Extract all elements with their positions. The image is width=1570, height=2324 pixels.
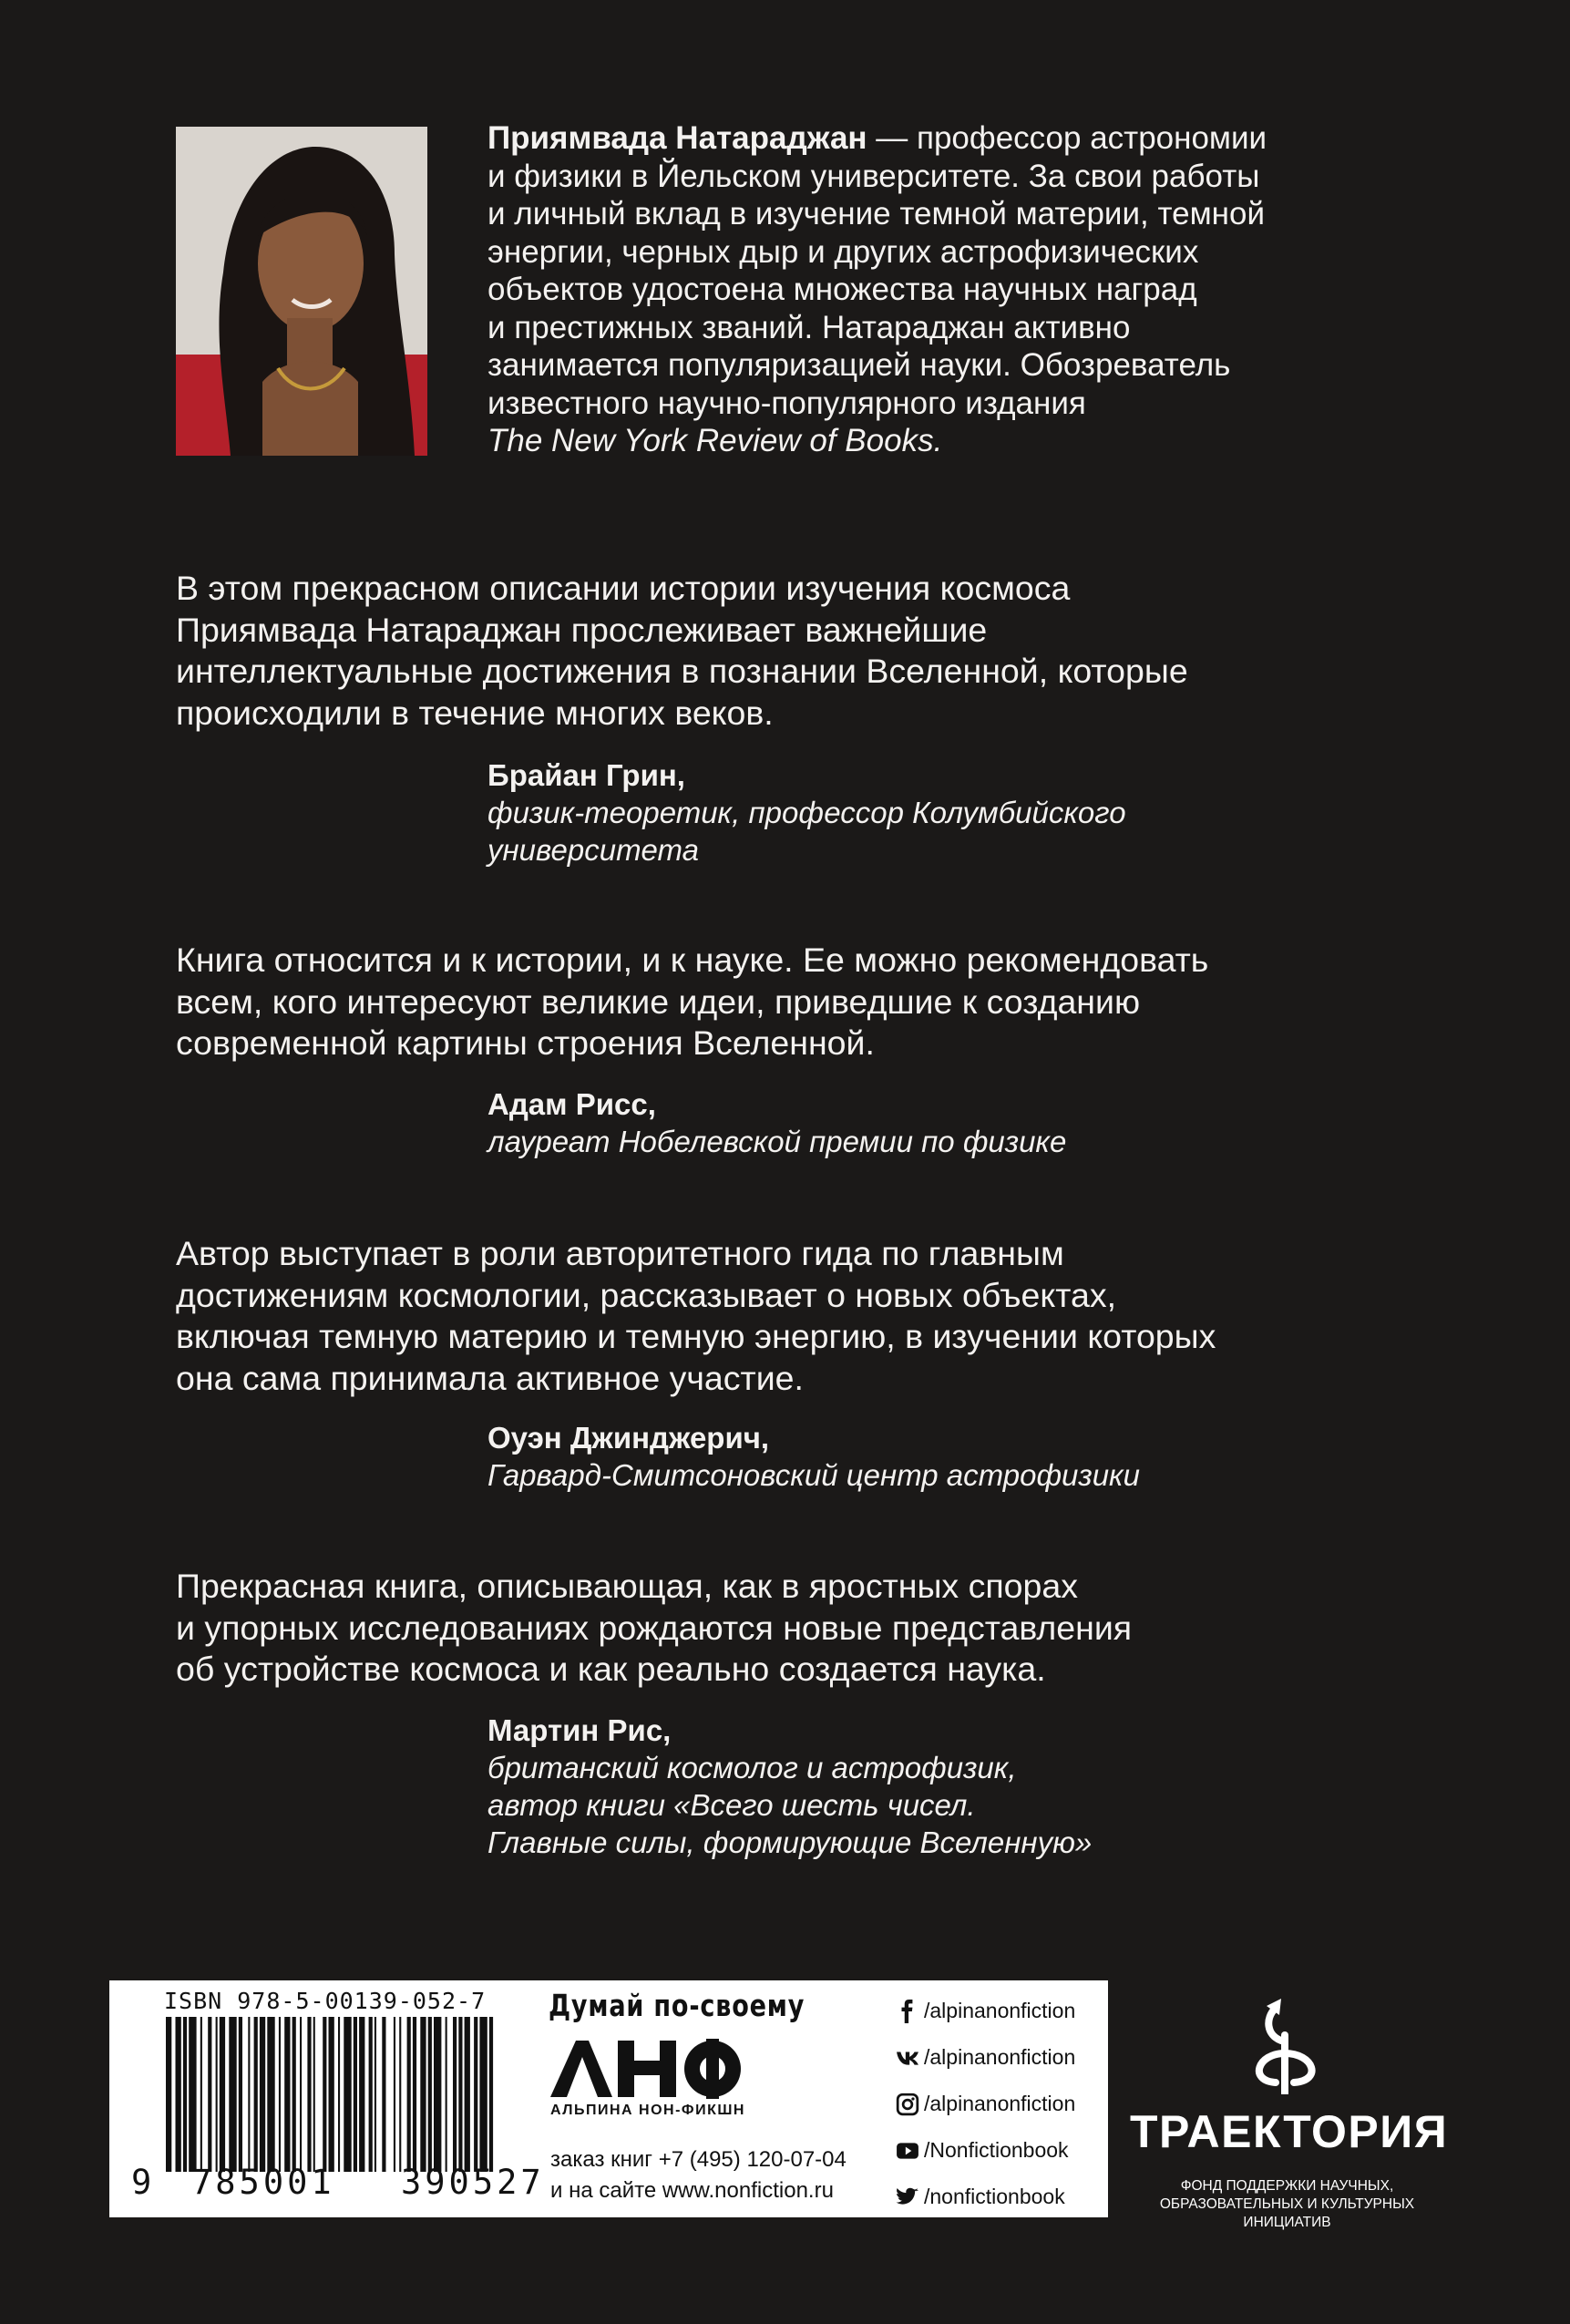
bio-line: и физики в Йельском университете. За свои работы	[487, 158, 1260, 194]
vk-icon	[895, 2045, 920, 2071]
barcode-bar	[329, 2017, 334, 2172]
barcode-bar	[307, 2017, 311, 2172]
author-name: Приямвада Натараджан	[487, 120, 867, 156]
barcode-bar	[254, 2017, 258, 2172]
quote-line: об устройстве космоса и как реально создается наука.	[176, 1650, 1046, 1688]
review-quote	[176, 1233, 1360, 1399]
youtube-icon	[895, 2138, 920, 2164]
barcode-bar	[458, 2017, 462, 2172]
reviewer-name: Адам Рисс,	[487, 1087, 656, 1121]
reviewer-role: университета	[487, 833, 700, 867]
barcode-bar	[344, 2017, 351, 2172]
review-quote	[176, 1566, 1360, 1691]
barcode-bar	[189, 2017, 196, 2172]
review-quote	[176, 568, 1360, 734]
twitter-icon	[895, 2185, 920, 2210]
quote-line: Книга относится и к истории, и к науке. Ее можно рекомендовать	[176, 941, 1209, 979]
barcode-bar	[323, 2017, 326, 2172]
reviewer-name: Брайан Грин,	[487, 758, 685, 792]
reviewer-role: лауреат Нобелевской премии по физике	[487, 1125, 1067, 1158]
barcode-bar	[479, 2017, 487, 2172]
barcode-bar	[354, 2017, 357, 2172]
barcode-bar	[166, 2017, 171, 2172]
bio-line: энергии, черных дыр и других астрофизических	[487, 233, 1199, 270]
barcode-bar	[284, 2017, 290, 2172]
review-quote	[176, 940, 1360, 1064]
isbn-digit-group: 9	[131, 2163, 152, 2202]
quote-line: Приямвада Натараджан прослеживает важнейшие	[176, 610, 988, 649]
barcode-bar	[313, 2017, 315, 2172]
barcode-bar	[229, 2017, 236, 2172]
reviewer-role: британский космолог и астрофизик,	[487, 1751, 1017, 1784]
trajectory-logo-icon	[1239, 1999, 1330, 2094]
order-site: и на сайте www.nonfiction.ru	[550, 2178, 834, 2203]
quote-attribution	[487, 756, 1308, 869]
barcode-bar	[489, 2017, 493, 2172]
quote-line: Автор выступает в роли авторитетного гида по главным	[176, 1234, 1064, 1272]
social-twitter[interactable]	[895, 2174, 1075, 2220]
trajectory-subtitle-line: ФОНД ПОДДЕРЖКИ НАУЧНЫХ,	[1180, 2178, 1394, 2194]
barcode-bar	[183, 2017, 187, 2172]
barcode-bar	[375, 2017, 376, 2172]
barcode-bar	[239, 2017, 242, 2172]
quote-attribution	[487, 1085, 1308, 1160]
order-info	[550, 2144, 847, 2206]
publisher-slogan: Думай по-своему	[549, 1988, 806, 2023]
order-phone: заказ книг +7 (495) 120-07-04	[550, 2147, 847, 2172]
barcode	[164, 2017, 601, 2172]
social-label: /Nonfictionbook	[924, 2138, 1069, 2162]
bio-line: объектов удостоена множества научных наград	[487, 272, 1197, 307]
isbn-digit-group: 390527	[401, 2163, 545, 2202]
trajectory-title: ТРАЕКТОРИЯ	[1130, 2106, 1449, 2157]
quote-line: Прекрасная книга, описывающая, как в яростных спорах	[176, 1567, 1078, 1605]
social-label: /alpinanonfiction	[924, 2045, 1076, 2069]
barcode-bar	[420, 2017, 426, 2172]
isbn-digit-group: 785001	[191, 2163, 335, 2202]
barcode-bar	[382, 2017, 385, 2172]
barcode-bar	[399, 2017, 401, 2172]
barcode-bar	[260, 2017, 265, 2172]
bio-publication: The New York Review of Books.	[487, 423, 943, 458]
barcode-bar	[176, 2017, 181, 2172]
bio-line: и личный вклад в изучение темной материи, темной	[487, 196, 1265, 231]
instagram-icon	[895, 2092, 920, 2117]
quote-line: современной картины строения Вселенной.	[176, 1023, 875, 1062]
barcode-bar	[216, 2017, 218, 2172]
quote-line: включая темную материю и темную энергию, в изучении которых	[176, 1317, 1216, 1355]
social-facebook[interactable]	[895, 1988, 1075, 2034]
social-label: /nonfictionbook	[924, 2185, 1065, 2208]
reviewer-role: Гарвард-Смитсоновский центр астрофизики	[487, 1458, 1140, 1492]
social-instagram[interactable]	[895, 2081, 1075, 2127]
barcode-bar	[465, 2017, 470, 2172]
quote-line: В этом прекрасном описании истории изучения космоса	[176, 569, 1071, 607]
barcode-bar	[208, 2017, 211, 2172]
social-label: /alpinanonfiction	[924, 1999, 1076, 2022]
reviewer-role: физик-теоретик, профессор Колумбийского	[487, 796, 1126, 829]
author-bio	[487, 119, 1326, 460]
quote-line: достижениям космологии, рассказывает о новых объектах,	[176, 1275, 1116, 1314]
quote-attribution	[487, 1419, 1308, 1494]
trajectory-subtitle	[1130, 2177, 1444, 2232]
quote-line: интеллектуальные достижения в познании Вселенной, которые	[176, 652, 1188, 690]
barcode-bar	[279, 2017, 281, 2172]
barcode-bar	[267, 2017, 274, 2172]
bio-line: занимается популяризацией науки. Обозреватель	[487, 347, 1231, 383]
barcode-bar	[413, 2017, 416, 2172]
quote-line: всем, кого интересуют великие идеи, приведшие к созданию	[176, 982, 1141, 1021]
barcode-bar	[292, 2017, 296, 2172]
publisher-logo	[549, 2039, 744, 2099]
barcode-bar	[338, 2017, 340, 2172]
quote-line: происходили в течение многих веков.	[176, 693, 774, 732]
trajectory-subtitle-line: ОБРАЗОВАТЕЛЬНЫХ И КУЛЬТУРНЫХ	[1159, 2196, 1415, 2212]
barcode-bar	[359, 2017, 364, 2172]
social-vk[interactable]	[895, 2034, 1075, 2081]
publisher-name: АЛЬПИНА НОН-ФИКШН	[550, 2103, 745, 2118]
barcode-bar	[220, 2017, 225, 2172]
barcode-bar	[428, 2017, 432, 2172]
author-photo	[176, 127, 427, 456]
barcode-bar	[453, 2017, 457, 2172]
social-label: /alpinanonfiction	[924, 2092, 1076, 2115]
bio-line: и престижных званий. Натараджан активно	[487, 309, 1131, 345]
barcode-bar	[407, 2017, 411, 2172]
facebook-icon	[895, 1999, 920, 2024]
quote-line: она сама принимала активное участие.	[176, 1358, 804, 1397]
quote-attribution	[487, 1712, 1308, 1861]
bio-line: Приямвада Натараджан — профессор астрономии	[487, 120, 1267, 156]
barcode-panel	[109, 1980, 1108, 2217]
reviewer-name: Мартин Рис,	[487, 1713, 672, 1747]
barcode-bar	[434, 2017, 441, 2172]
barcode-bar	[446, 2017, 447, 2172]
isbn-label: ISBN 978-5-00139-052-7	[164, 1988, 487, 2014]
barcode-bar	[200, 2017, 202, 2172]
reviewer-role: Главные силы, формирующие Вселенную»	[487, 1825, 1093, 1859]
social-links	[895, 1988, 1075, 2220]
reviewer-name: Оуэн Джинджерич,	[487, 1421, 770, 1455]
barcode-bar	[474, 2017, 477, 2172]
barcode-bar	[369, 2017, 373, 2172]
bio-line: известного научно-популярного издания	[487, 385, 1086, 421]
trajectory-subtitle-line: ИНИЦИАТИВ	[1243, 2215, 1331, 2230]
barcode-bar	[300, 2017, 302, 2172]
reviewer-role: автор книги «Всего шесть чисел.	[487, 1788, 976, 1822]
social-youtube[interactable]	[895, 2127, 1075, 2174]
quote-line: и упорных исследованиях рождаются новые представления	[176, 1608, 1133, 1647]
barcode-bar	[394, 2017, 395, 2172]
barcode-bar	[248, 2017, 250, 2172]
